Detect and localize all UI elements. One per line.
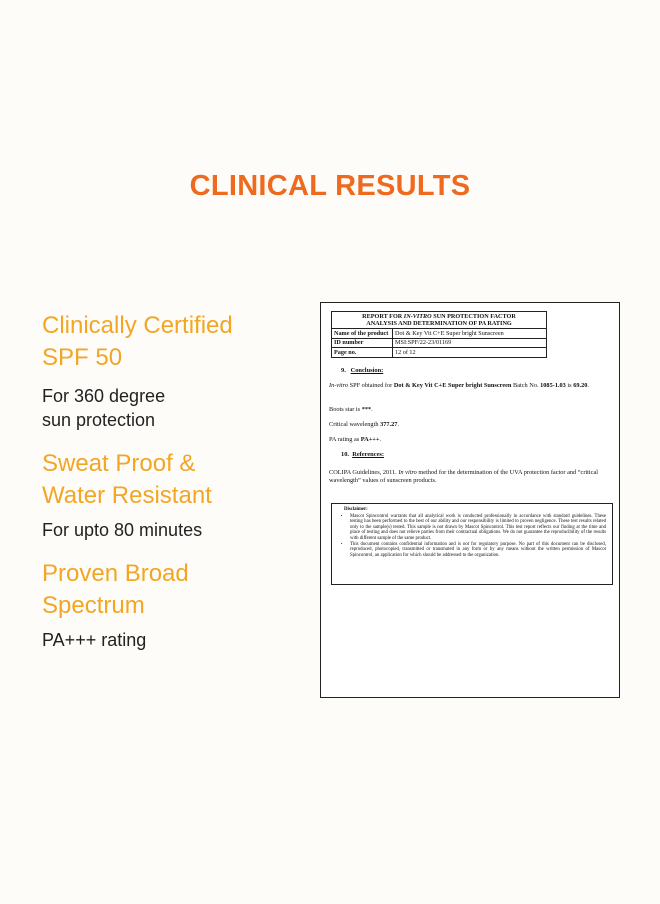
- text-run: In vitro: [398, 469, 417, 476]
- report-row-key: Page no.: [332, 348, 393, 358]
- feature-spf: [42, 310, 312, 432]
- conclusion-boots: [329, 406, 615, 414]
- disclaimer-item: • Mascot Spincontrol warrants that all analytical work is conducted professionally in accordance with standard guidelines. These testing has been performed to the best of our ability and our responsibility is limited to proven negligence. These test results related only to the sample(s) tested. This sample is not drawn by Mascot Spincontrol. This test report reflects our finding at the time and place of testing and does not relieve parties from their contractual obligations. We do not guarantee the reproducibility of the results with different sample of the same product.: [350, 514, 606, 542]
- section-title: References:: [352, 451, 385, 458]
- feature-heading: [42, 310, 312, 374]
- table-row: [332, 338, 547, 348]
- feature-heading-line: Proven Broad: [42, 560, 189, 587]
- report-header-table: [331, 311, 547, 358]
- text-run: .: [379, 436, 382, 443]
- conclusion-pa-rating: [329, 436, 615, 444]
- feature-broad-spectrum: [42, 558, 312, 652]
- table-row: [332, 329, 547, 339]
- text-run: Batch No.: [511, 382, 541, 389]
- text-run: Dot & Key Vit C+E Super bright Sunscreen: [393, 382, 512, 389]
- text-run: ***: [361, 406, 372, 413]
- disclaimer-list: [338, 514, 606, 559]
- feature-heading-line: SPF 50: [42, 344, 123, 371]
- conclusion-spf: [329, 382, 615, 390]
- feature-description: PA+++ rating: [42, 630, 147, 650]
- report-row-key: ID number: [332, 338, 393, 348]
- disclaimer-item: • This document contains confidential information and is not for regulatory purpose. No part of this document can be disclosed, reproduced, photocopied, transmitted or transmuted in any form or by any means without the written permission of Mascot Spincontrol, an application for which should be addressed to the organization.: [350, 542, 606, 559]
- conclusion-heading: [341, 367, 383, 374]
- text-run: 69.20: [573, 382, 588, 389]
- feature-description: For upto 80 minutes: [42, 520, 203, 540]
- feature-description-line: sun protection: [42, 410, 156, 430]
- text-run: Critical wavelength: [329, 421, 381, 428]
- section-number: 9.: [341, 367, 346, 374]
- feature-heading-line: Spectrum: [42, 592, 145, 619]
- report-row-value: Dot & Key Vit C+E Super bright Sunscreen: [393, 329, 547, 339]
- feature-description: [42, 384, 312, 432]
- report-header-text: REPORT FOR: [362, 312, 404, 320]
- text-run: .: [587, 382, 589, 389]
- table-row: [332, 348, 547, 358]
- report-document: [320, 302, 620, 698]
- report-header-text: SUN PROTECTION FACTOR: [431, 312, 516, 320]
- disclaimer-title: Disclaimer:: [344, 507, 368, 512]
- text-run: method for the determination of the UVA protection factor and “critical wavelength” values of sunscreen products.: [329, 469, 599, 485]
- text-run: 1085-1.03: [540, 382, 566, 389]
- text-run: In-vitro: [329, 382, 349, 389]
- report-header-text: IN-VITRO: [403, 312, 432, 320]
- feature-heading-line: Clinically Certified: [42, 312, 233, 339]
- text-run: SPF obtained for: [348, 382, 394, 389]
- text-run: PA+++: [360, 436, 380, 443]
- feature-heading: [42, 448, 312, 512]
- text-run: .: [397, 421, 399, 428]
- page-title: CLINICAL RESULTS: [189, 170, 471, 202]
- report-row-key: Name of the product: [332, 329, 393, 339]
- text-run: PA rating as: [329, 436, 361, 443]
- feature-heading: [42, 558, 312, 622]
- section-number: 10.: [341, 451, 349, 458]
- feature-water-resistant: [42, 448, 312, 542]
- feature-heading-line: Water Resistant: [42, 482, 212, 509]
- text-run: is: [565, 382, 574, 389]
- report-header-text: ANALYSIS AND DETERMINATION OF PA RATING: [366, 320, 512, 328]
- report-row-value: MSI:SPF/22-23/01169: [393, 338, 547, 348]
- text-run: .: [371, 406, 373, 413]
- feature-heading-line: Sweat Proof &: [42, 450, 196, 477]
- references-heading: [341, 451, 384, 458]
- disclaimer-box: [331, 503, 613, 585]
- section-title: Conclusion:: [350, 367, 384, 374]
- report-header-title: [332, 312, 547, 329]
- feature-list: [42, 310, 312, 668]
- text-run: 377.27: [380, 421, 398, 428]
- conclusion-critical-wavelength: [329, 421, 615, 429]
- text-run: Boots star is: [329, 406, 362, 413]
- references-text: [329, 469, 615, 485]
- text-run: COLIPA Guidelines, 2011.: [329, 469, 399, 476]
- report-row-value: 12 of 12: [393, 348, 547, 358]
- feature-description-line: For 360 degree: [42, 386, 166, 406]
